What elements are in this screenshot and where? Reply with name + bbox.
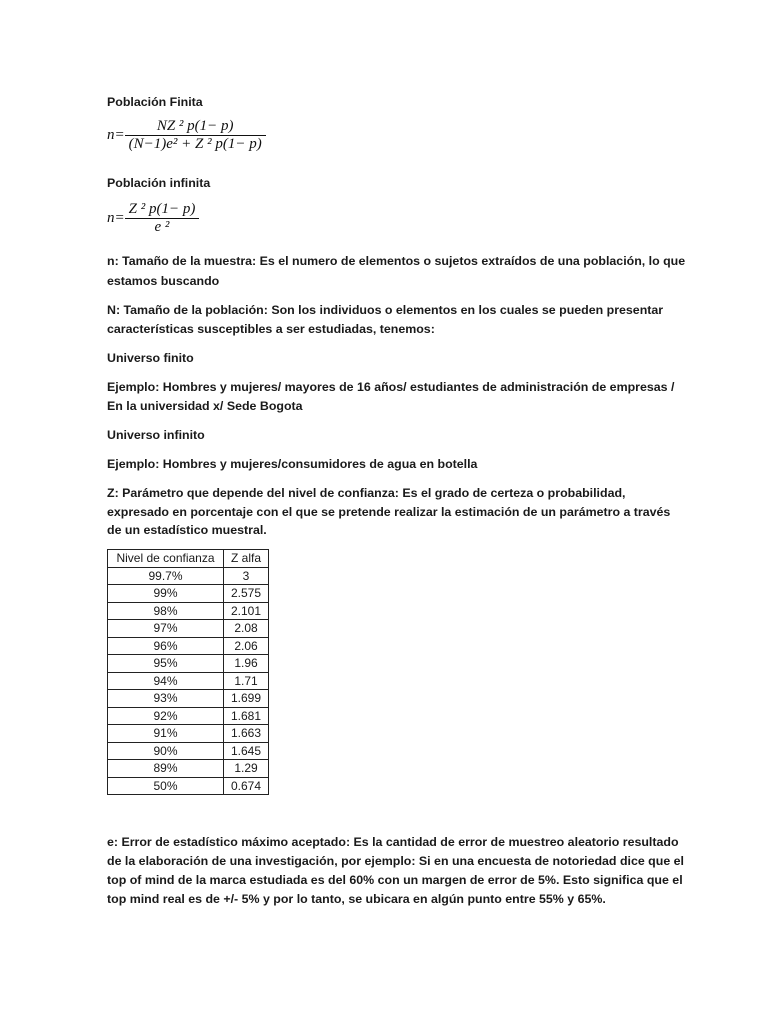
cell-nivel-confianza: 50% [108, 777, 224, 795]
table-row [108, 637, 269, 655]
table-row [108, 707, 269, 725]
cell-z-alfa: 2.08 [224, 620, 269, 638]
cell-nivel-confianza: 92% [108, 707, 224, 725]
cell-nivel-confianza: 99.7% [108, 567, 224, 585]
table-row [108, 620, 269, 638]
table-row [108, 602, 269, 620]
finite-formula [107, 118, 266, 153]
finite-numerator: NZ ² p(1− p) [125, 118, 266, 136]
ejemplo-2: Ejemplo: Hombres y mujeres/consumidores de agua en botella [107, 457, 478, 471]
e-definition-line4: top mind real es de +/- 5% y por lo tanto, se ubicara en algún punto entre 55% y 65%. [107, 892, 606, 906]
formula-lhs: n= [107, 127, 125, 143]
table-row [108, 672, 269, 690]
Z-definition-line2: expresado en porcentaje con el que se pretende realizar la estimación de un parámetro a través [107, 505, 671, 519]
finite-denominator: (N−1)e² + Z ² p(1− p) [128, 136, 262, 152]
cell-nivel-confianza: 90% [108, 742, 224, 760]
table-row [108, 567, 269, 585]
n-text: Es el numero de elementos o sujetos extraídos de una población, lo que [256, 254, 686, 268]
cell-z-alfa: 2.06 [224, 637, 269, 655]
table-row [108, 690, 269, 708]
Z-term: Z: Parámetro que depende del nivel de confianza: [107, 486, 399, 500]
e-definition-line2: de la elaboración de una investigación, por ejemplo: Si en una encuesta de notoriedad dice que el [107, 854, 684, 868]
ejemplo-1-line2: En la universidad x/ Sede Bogota [107, 399, 303, 413]
Z-definition-line3: de un estadístico muestral. [107, 523, 267, 537]
infinite-denominator: e ² [154, 219, 170, 235]
cell-nivel-confianza: 99% [108, 585, 224, 603]
cell-z-alfa: 1.71 [224, 672, 269, 690]
n-definition-line2: estamos buscando [107, 274, 220, 288]
N-definition-line2: características susceptibles a ser estudiadas, tenemos: [107, 322, 435, 336]
n-definition-line1 [107, 253, 685, 269]
table-row [108, 585, 269, 603]
table-header-row [108, 550, 269, 568]
header-nivel-confianza: Nivel de confianza [108, 550, 224, 568]
finite-fraction [125, 118, 266, 153]
cell-z-alfa: 1.699 [224, 690, 269, 708]
infinite-fraction [125, 201, 200, 236]
confidence-table [107, 549, 269, 795]
cell-z-alfa: 1.29 [224, 760, 269, 778]
Z-definition-line1 [107, 485, 625, 501]
table-row [108, 777, 269, 795]
e-definition-line3: top of mind de la marca estudiada es del 60% con un margen de error de 5%. Esto significa que el [107, 873, 683, 887]
e-definition-line1 [107, 834, 679, 850]
N-text: Son los individuos o elementos en los cuales se pueden presentar [267, 303, 664, 317]
cell-nivel-confianza: 93% [108, 690, 224, 708]
formula-lhs: n= [107, 210, 125, 226]
cell-nivel-confianza: 91% [108, 725, 224, 743]
header-z-alfa: Z alfa [224, 550, 269, 568]
cell-z-alfa: 3 [224, 567, 269, 585]
table-row [108, 742, 269, 760]
infinite-population-title: Población infinita [107, 176, 211, 190]
e-term: e: Error de estadístico máximo aceptado: [107, 835, 351, 849]
cell-z-alfa: 1.645 [224, 742, 269, 760]
N-term: N: Tamaño de la población: [107, 303, 268, 317]
universo-finito: Universo finito [107, 351, 194, 365]
universo-infinito: Universo infinito [107, 428, 205, 442]
cell-nivel-confianza: 98% [108, 602, 224, 620]
n-term: n: Tamaño de la muestra: [107, 254, 257, 268]
finite-population-title: Población Finita [107, 95, 203, 109]
cell-nivel-confianza: 97% [108, 620, 224, 638]
table-row [108, 725, 269, 743]
cell-z-alfa: 2.101 [224, 602, 269, 620]
N-definition-line1 [107, 302, 663, 318]
cell-z-alfa: 1.96 [224, 655, 269, 673]
table-row [108, 655, 269, 673]
infinite-formula [107, 201, 199, 236]
cell-z-alfa: 1.681 [224, 707, 269, 725]
cell-z-alfa: 1.663 [224, 725, 269, 743]
Z-text: Es el grado de certeza o probabilidad, [398, 486, 626, 500]
infinite-numerator: Z ² p(1− p) [125, 201, 200, 219]
table-row [108, 760, 269, 778]
cell-nivel-confianza: 89% [108, 760, 224, 778]
cell-nivel-confianza: 94% [108, 672, 224, 690]
ejemplo-1-line1: Ejemplo: Hombres y mujeres/ mayores de 16 años/ estudiantes de administración de empresas / [107, 380, 675, 394]
cell-z-alfa: 0.674 [224, 777, 269, 795]
cell-nivel-confianza: 96% [108, 637, 224, 655]
e-text: Es la cantidad de error de muestreo aleatorio resultado [350, 835, 679, 849]
cell-nivel-confianza: 95% [108, 655, 224, 673]
cell-z-alfa: 2.575 [224, 585, 269, 603]
